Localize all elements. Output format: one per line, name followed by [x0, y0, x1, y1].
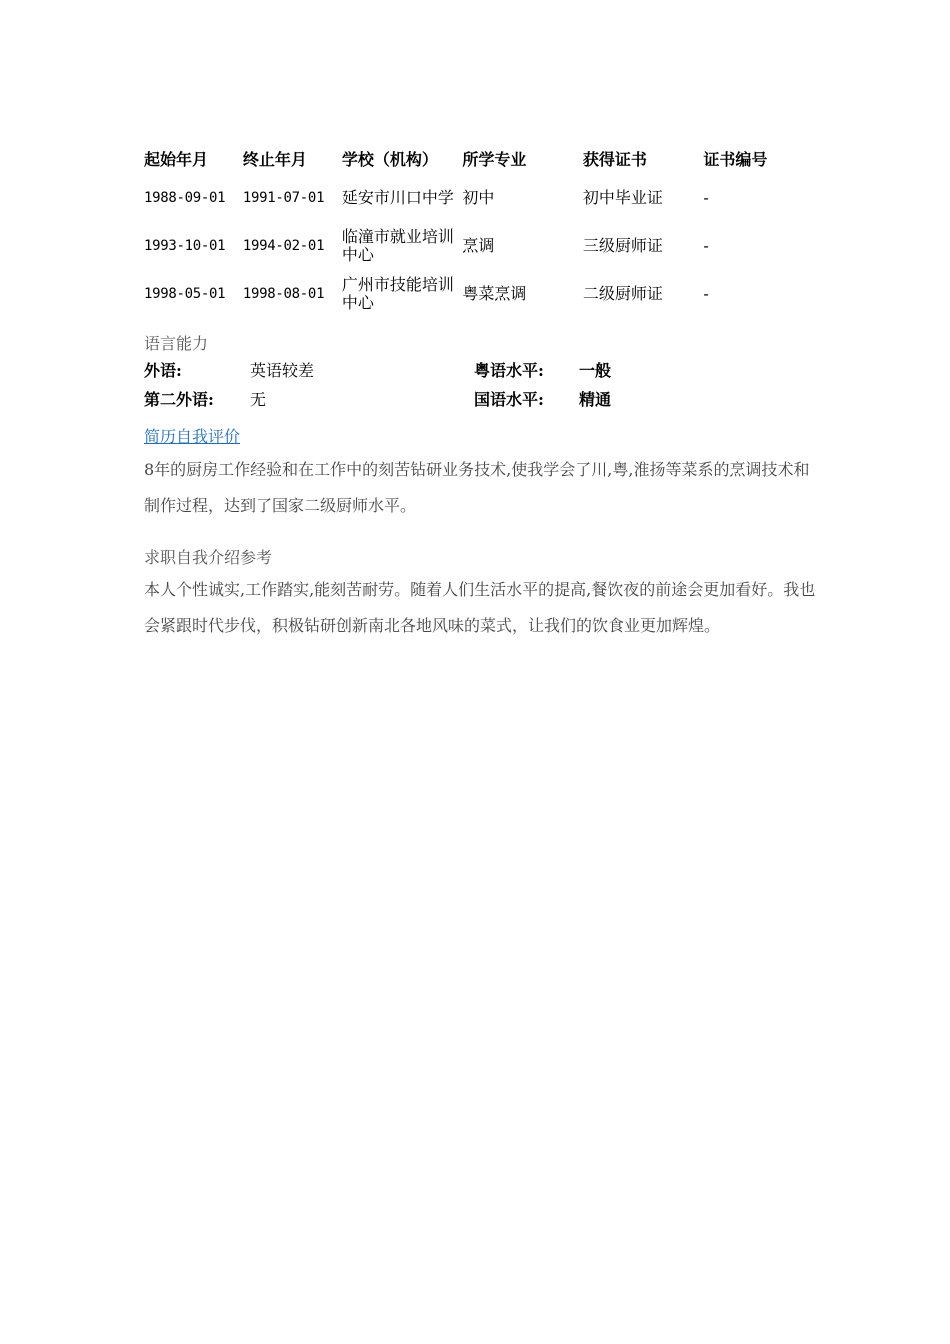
cert-number-cell: - — [703, 188, 709, 207]
cert-number-cell: - — [703, 236, 709, 255]
school-cell: 广州市技能培训中心 — [341, 275, 454, 312]
major-cell: 烹调 — [462, 236, 495, 255]
language-row — [144, 387, 824, 407]
foreign-language-label: 外语: — [144, 361, 182, 380]
end-date-cell: 1991-07-01 — [242, 190, 325, 206]
major-cell: 初中 — [462, 188, 495, 207]
cantonese-level-label: 粤语水平: — [474, 361, 544, 380]
mandarin-level-value: 精通 — [579, 390, 612, 409]
col-header-start-date: 起始年月 — [144, 150, 209, 169]
end-date-cell: 1998-08-01 — [242, 286, 325, 302]
certificate-cell: 二级厨师证 — [582, 284, 663, 303]
intro-text: 本人个性诚实,工作踏实,能刻苦耐劳。随着人们生活水平的提高,餐饮夜的前途会更加看好。我也会紧跟时代步伐，积极钻研创新南北各地风味的菜式，让我们的饮食业更加辉煌。 — [144, 580, 816, 635]
end-date-cell: 1994-02-01 — [242, 238, 325, 254]
intro-heading: 求职自我介绍参考 — [144, 548, 273, 567]
cantonese-level-value: 一般 — [579, 361, 612, 380]
col-header-cert-number: 证书编号 — [703, 150, 768, 169]
start-date-cell: 1993-10-01 — [144, 238, 226, 254]
second-language-label: 第二外语: — [144, 390, 214, 409]
col-header-end-date: 终止年月 — [242, 150, 307, 169]
school-cell: 延安市川口中学 — [341, 188, 454, 207]
certificate-cell: 初中毕业证 — [582, 188, 663, 207]
self-evaluation-link[interactable]: 简历自我评价 — [144, 427, 241, 446]
second-language-value: 无 — [250, 390, 267, 409]
foreign-language-value: 英语较差 — [250, 361, 315, 380]
table-row — [144, 222, 824, 270]
col-header-certificate: 获得证书 — [582, 150, 647, 169]
table-row — [144, 174, 824, 222]
education-table — [144, 146, 824, 318]
self-evaluation-text: 8年的厨房工作经验和在工作中的刻苦钻研业务技术,使我学会了川,粤,淮扬等菜系的烹调技术和制作过程，达到了国家二级厨师水平。 — [144, 460, 810, 515]
language-heading: 语言能力 — [144, 334, 209, 353]
education-table-header-row — [144, 146, 824, 174]
certificate-cell: 三级厨师证 — [582, 236, 663, 255]
col-header-school: 学校（机构） — [341, 150, 438, 169]
col-header-major: 所学专业 — [462, 150, 527, 169]
mandarin-level-label: 国语水平: — [474, 390, 544, 409]
cert-number-cell: - — [703, 284, 709, 303]
school-cell: 临潼市就业培训中心 — [341, 227, 454, 264]
table-row — [144, 270, 824, 318]
start-date-cell: 1988-09-01 — [144, 190, 226, 206]
start-date-cell: 1998-05-01 — [144, 286, 226, 302]
language-row — [144, 358, 824, 378]
major-cell: 粤菜烹调 — [462, 284, 527, 303]
